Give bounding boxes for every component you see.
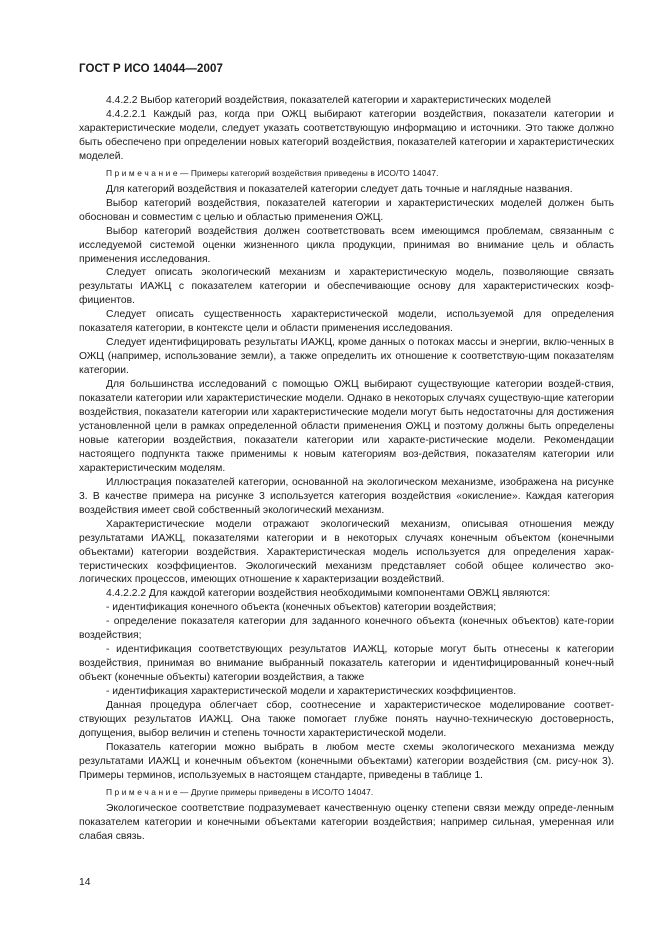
section-heading: 4.4.2.2 Выбор категорий воздействия, показателей категории и характеристических моделей: [106, 95, 552, 106]
list-item: - идентификация соответствующих результатов ИАЖЦ, которые могут быть отнесены к категории воздействия, принимая во внимание выбранный показатель категории и идентифицированный конеч-ный объект (конечные объекты) категории воздействия, а также: [79, 644, 614, 684]
paragraph: Следует описать экологический механизм и характеристическую модель, позволяющие связать результаты ИАЖЦ с показателем категории и обеспечивающие основу для характеристических коэф-фициентов.: [79, 267, 614, 307]
paragraph: 4.4.2.2.1 Каждый раз, когда при ОЖЦ выбирают категории воздействия, показатели категории и характеристические модели, следует указать соответствующую информацию и источники. Это также должно быть обеспечено при определении новых категорий воздействия, показателей категории и характеристических моделей.: [79, 108, 614, 162]
paragraph: Выбор категорий воздействия должен соответствовать всем имеющимся проблемам, связанным с исследуемой системой оценки жизненного цикла продукции, принимая во внимание цель и область применения исследования.: [79, 225, 614, 265]
paragraph: Следует идентифицировать результаты ИАЖЦ, кроме данных о потоках массы и энергии, вклю-ченных в ОЖЦ (например, использование земли), а также определить их отношение к соответствую-щим показателям категории.: [79, 337, 614, 377]
paragraph: Следует описать существенность характеристической модели, используемой для определения показателя категории, в контексте цели и области применения исследования.: [79, 309, 614, 335]
paragraph: Данная процедура облегчает сбор, соотнесение и характеристическое моделирование соответ-ствующих результатов ИАЖЦ. Она также помогает глубже понять научно-техническую достоверность, допущения, выбор величин и степень точности характеристической модели.: [79, 700, 614, 739]
document-body: [79, 94, 614, 844]
paragraph: Экологическое соответствие подразумевает качественную оценку степени связи между опреде-ленным показателем категории и конечными объектами категории воздействия; например сильная, умеренная или слабая связь.: [79, 802, 614, 842]
list-item: - идентификация характеристической модели и характеристических коэффициентов.: [106, 686, 517, 698]
subsection-heading: 4.4.2.2.2 Для каждой категории воздействия необходимыми компонентами ОВЖЦ являются:: [106, 588, 551, 600]
list-item: - идентификация конечного объекта (конечных объектов) категории воздействия;: [106, 602, 497, 614]
document-header: ГОСТ Р ИСО 14044—2007: [79, 63, 224, 75]
paragraph: Для категорий воздействия и показателей категории следует дать точные и наглядные названия.: [106, 183, 573, 195]
page-number: 14: [79, 877, 91, 888]
list-item: - определение показателя категории для заданного конечного объекта (конечных объектов) кате-гории воздействия;: [79, 616, 614, 642]
paragraph: Для большинства исследований с помощью ОЖЦ выбирают существующие категории воздей-ствия, показатели категории или характеристические модели. Однако в некоторых случаях существую-щие категории воздействия, показатели категории или характеристические модели могут быть недостаточны для достижения установленной цели в рамках определенной области применения ОЖЦ и поэтому должны быть определены новые категории воздействия, показатели категории или характе-ристические модели. Рекомендации настоящего подпункта также применимы к новым категориям воз-действия, показателям категории или характеристическим моделям.: [79, 379, 614, 474]
paragraph: Характеристические модели отражают экологический механизм, описывая отношения между результатами ИАЖЦ, показателями категории и в некоторых случаях конечным объектом (конечными объектами) категории воздействия. Характеристическая модель используется для определения харак-теристических коэффициентов. Экологический механизм представляет собой общее количество эко-логических процессов, имеющих отношение к характеризации воздействий.: [79, 518, 614, 586]
note: П р и м е ч а н и е — Примеры категорий воздействия приведены в ИСО/ТО 14047.: [106, 167, 439, 178]
paragraph: Иллюстрация показателей категории, основанной на экологическом механизме, изображена на рисунке 3. В качестве примера на рисунке 3 используется категория воздействия «окисление». Каждая категория воздействия имеет свой собственный экологический механизм.: [79, 476, 614, 516]
note: П р и м е ч а н и е — Другие примеры приведены в ИСО/ТО 14047.: [106, 786, 374, 797]
paragraph: Показатель категории можно выбрать в любом месте схемы экологического механизма между результатами ИАЖЦ и конечным объектом (конечными объектами) категории воздействия (см. рису-нок 3). Примеры терминов, используемых в настоящем стандарте, приведены в таблице 1.: [79, 741, 614, 781]
paragraph: Выбор категорий воздействия, показателей категории и характеристических моделей должен быть обоснован и совместим с целью и областью применения ОЖЦ.: [79, 197, 614, 223]
